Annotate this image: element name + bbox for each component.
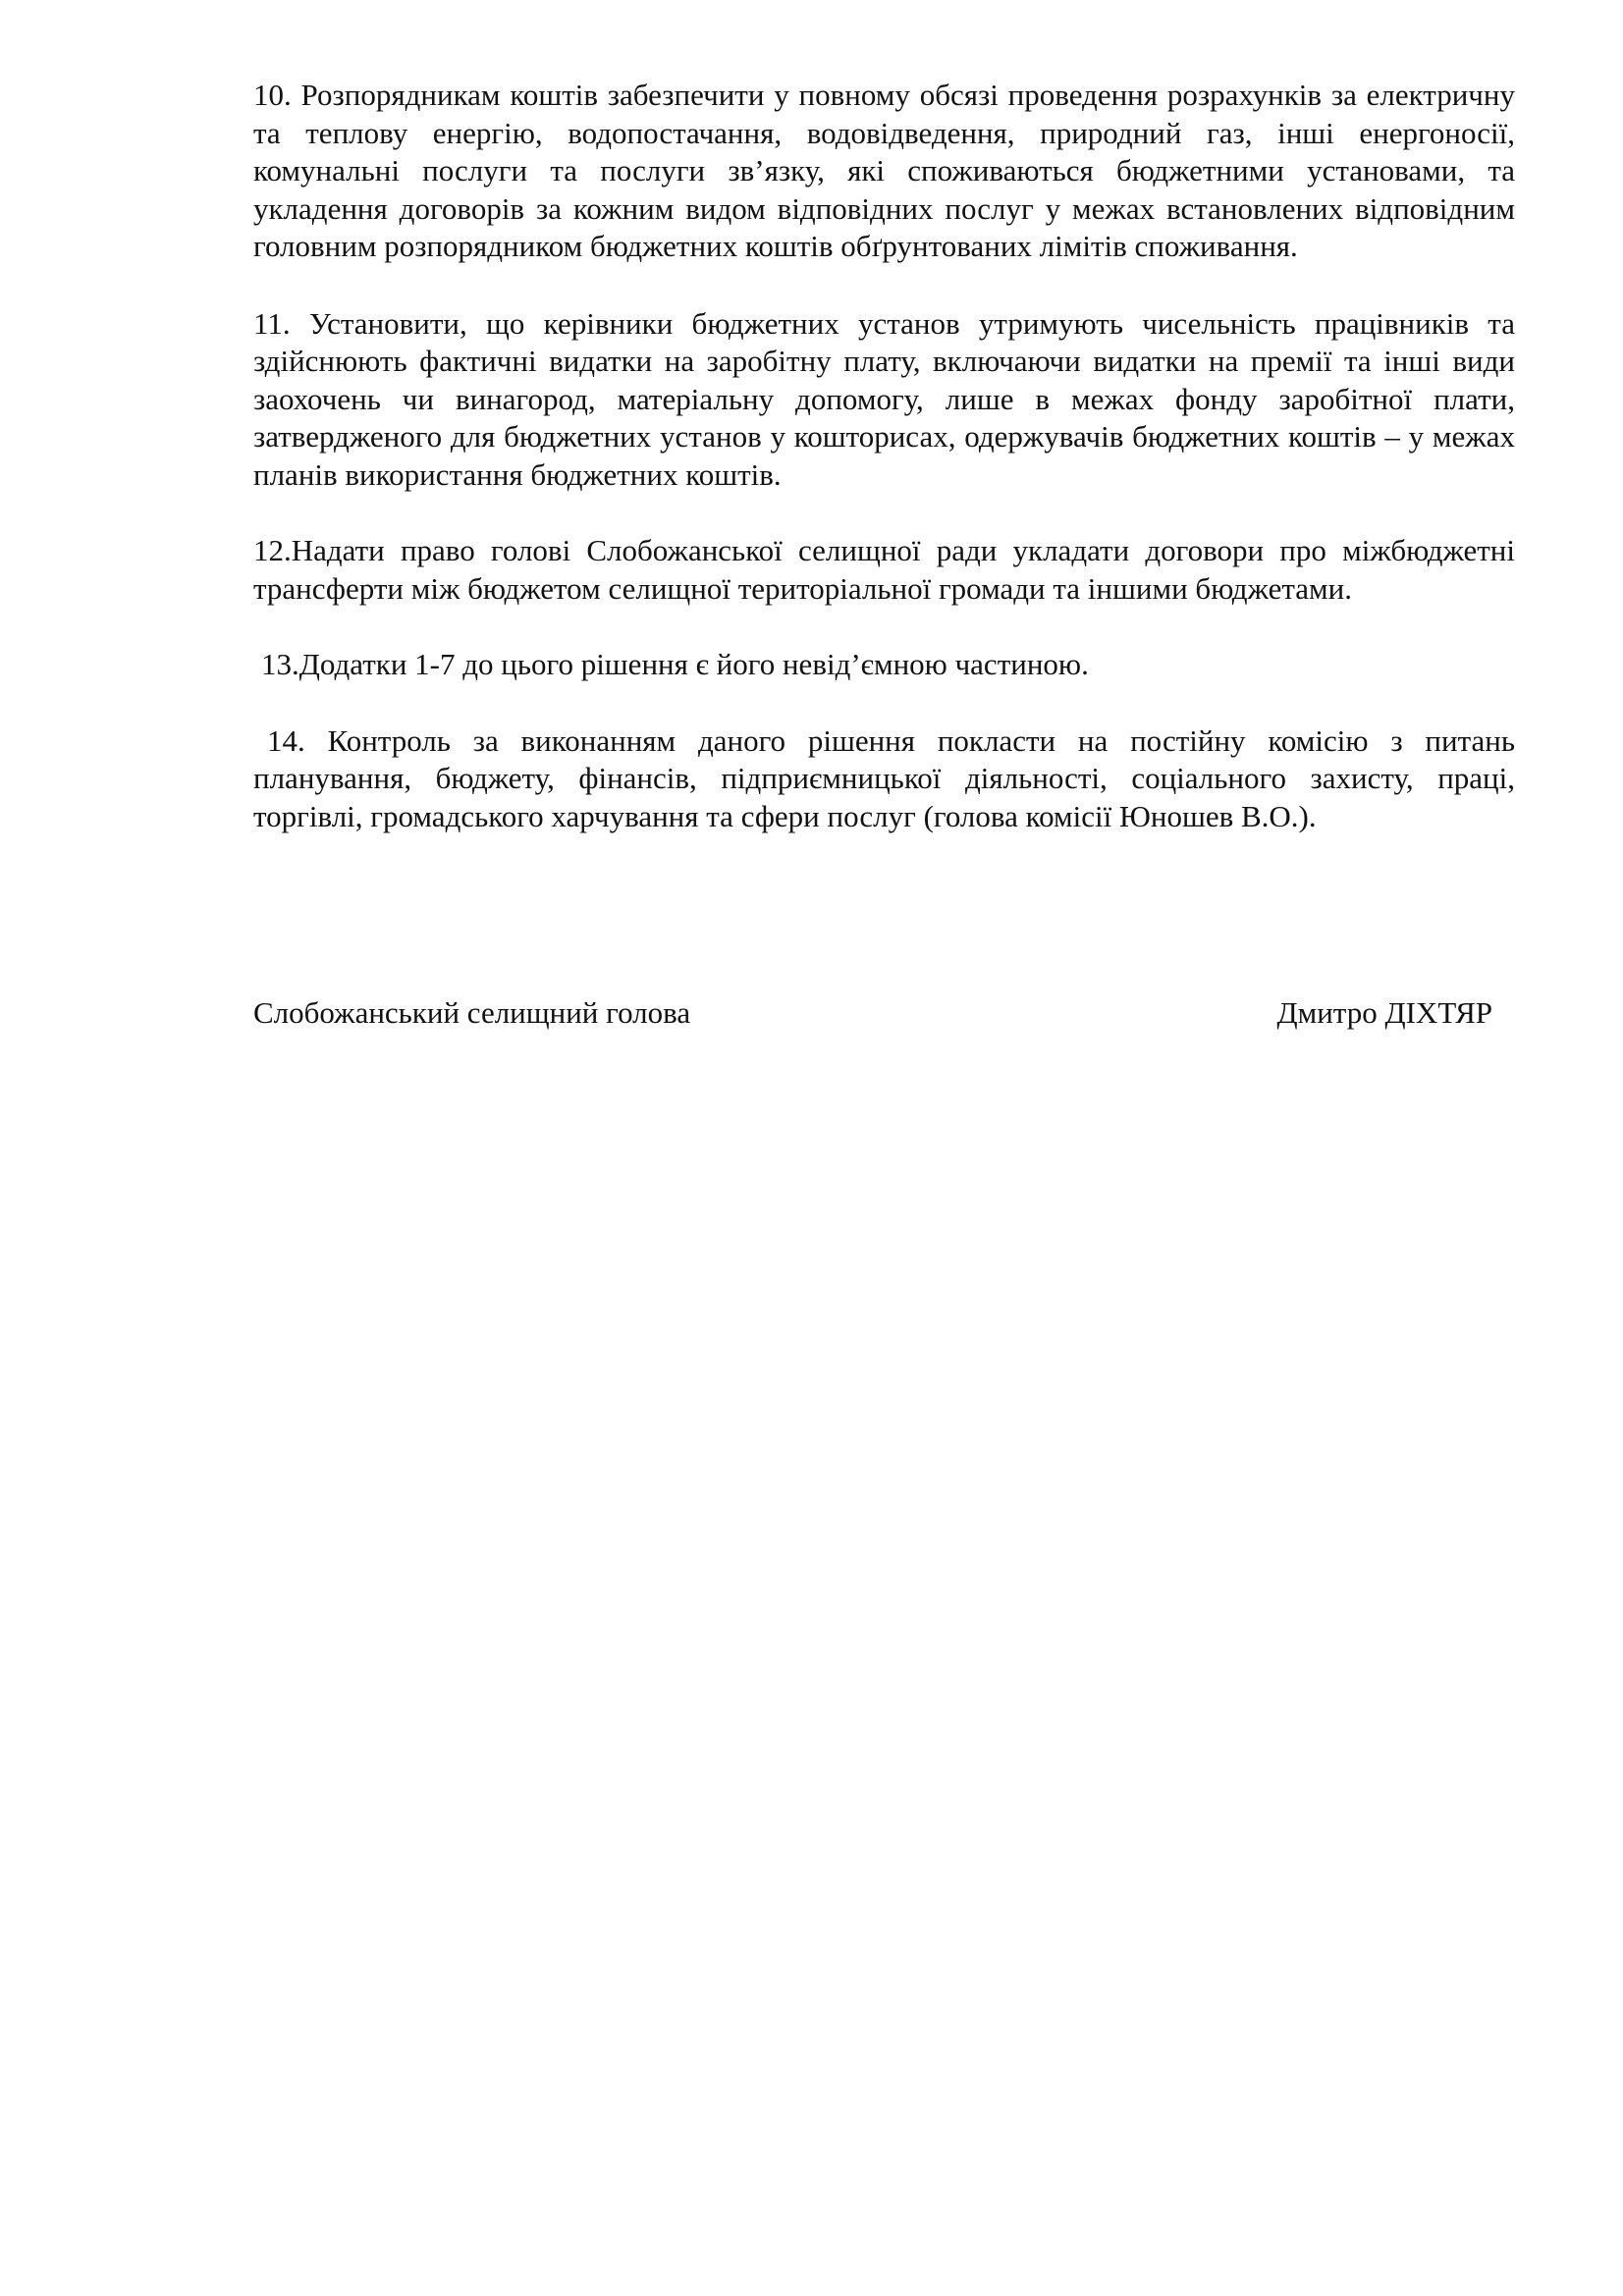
signature-block xyxy=(253,994,1492,1033)
paragraph-13: 13.Додатки 1-7 до цього рішення є його невід’ємною частиною. xyxy=(261,647,1089,681)
paragraph-10: 10. Розпорядникам коштів забезпечити у повному обсязі проведення розрахунків за електричну та теплову енергію, водопостачання, водовідведення, природний газ, інші енергоносії, комунальні послуги та послуги зв’язку, які споживаються бюджетними установами, та укладення договорів за кожним видом відповідних послуг у межах встановлених відповідним головним розпорядником бюджетних коштів обґрунтованих лімітів споживання. xyxy=(253,78,1515,263)
document-body xyxy=(253,77,1515,835)
paragraph-11: 11. Установити, що керівники бюджетних установ утримують чисельність працівників та здійснюють фактичні видатки на заробітну плату, включаючи видатки на премії та інші види заохочень чи винагород, матеріальну допомогу, лише в межах фонду заробітної плати, затвердженого для бюджетних установ у кошторисах, одержувачів бюджетних коштів – у межах планів використання бюджетних коштів. xyxy=(253,305,1515,492)
signatory-position: Слобожанський селищний голова xyxy=(253,995,691,1030)
signatory-name: Дмитро ДІХТЯР xyxy=(1276,995,1492,1030)
paragraph-14: 14. Контроль за виконанням даного рішення покласти на постійну комісію з питань планування, бюджету, фінансів, підприємницької діяльності, соціального захисту, праці, торгівлі, громадського харчування та сфери послуг (голова комісії Юношев В.О.). xyxy=(253,722,1515,833)
paragraph-12: 12.Надати право голові Слобожанської селищної ради укладати договори про міжбюджетні трансферти між бюджетом селищної територіальної громади та іншими бюджетами. xyxy=(253,533,1515,606)
